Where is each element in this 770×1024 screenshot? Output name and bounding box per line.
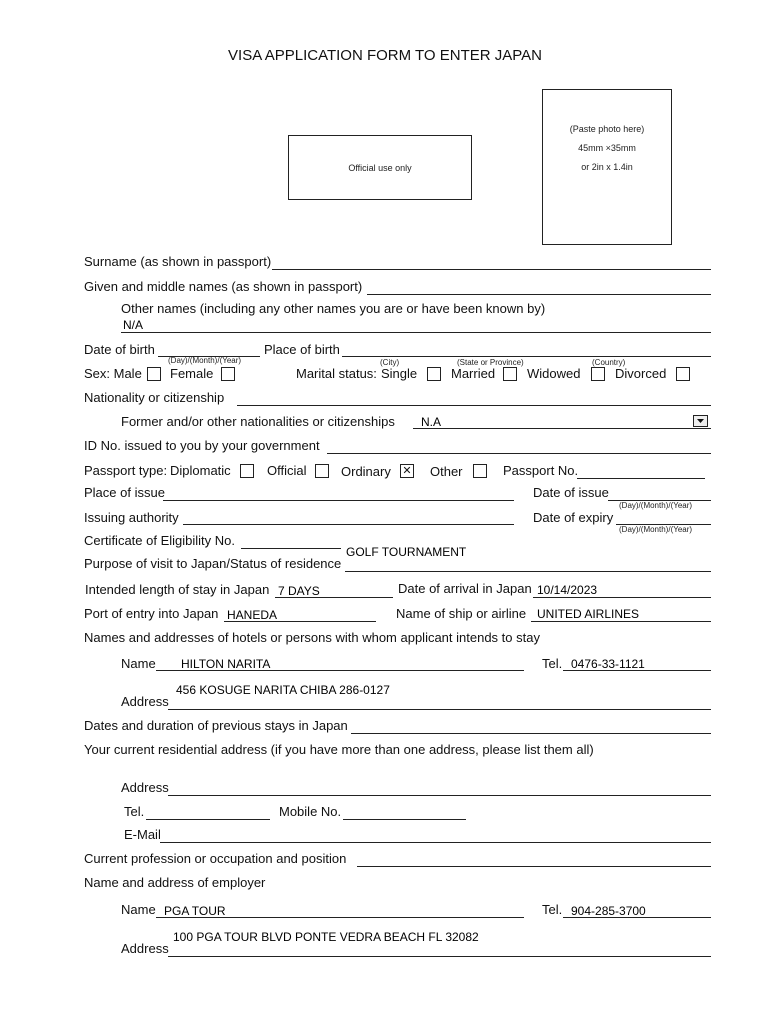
other-names-field[interactable] [121, 332, 711, 333]
dropdown-arrow-icon[interactable] [693, 415, 708, 427]
employer-label: Name and address of employer [84, 875, 266, 890]
marital-widowed-checkbox[interactable] [591, 367, 605, 381]
hotel-name-label: Name [121, 656, 156, 671]
marital-divorced-checkbox[interactable] [676, 367, 690, 381]
form-title: VISA APPLICATION FORM TO ENTER JAPAN [228, 47, 542, 64]
residential-address-label: Your current residential address (if you have more than one address, please list them all) [84, 742, 594, 757]
employer-tel-value: 904-285-3700 [571, 904, 646, 918]
date-of-issue-label: Date of issue [533, 485, 609, 500]
passport-official-label: Official [267, 463, 307, 478]
former-nationalities-select[interactable] [413, 428, 711, 429]
pob-country-hint: (Country) [592, 358, 626, 367]
photo-hint-1: (Paste photo here) [569, 124, 645, 134]
former-nationalities-value: N.A [421, 415, 442, 429]
port-of-entry-field[interactable] [224, 621, 376, 622]
employer-address-value: 100 PGA TOUR BLVD PONTE VEDRA BEACH FL 32082 [173, 930, 479, 944]
photo-hint-2: 45mm ×35mm [578, 143, 636, 153]
pob-field[interactable] [342, 356, 711, 357]
surname-label: Surname (as shown in passport) [84, 254, 272, 269]
marital-widowed-label: Widowed [527, 366, 581, 381]
other-names-value: N/A [123, 318, 144, 332]
arrival-date-value: 10/14/2023 [537, 583, 598, 597]
hotel-tel-field[interactable] [563, 670, 711, 671]
passport-diplomatic-label: Diplomatic [170, 463, 231, 478]
dob-hint: (Day)/(Month)/(Year) [168, 356, 242, 365]
port-of-entry-label: Port of entry into Japan [84, 606, 219, 621]
employer-name-label: Name [121, 902, 156, 917]
ship-airline-value: UNITED AIRLINES [537, 607, 640, 621]
date-of-issue-hint: (Day)/(Month)/(Year) [619, 501, 693, 510]
sex-female-checkbox[interactable] [221, 367, 235, 381]
hotel-tel-value: 0476-33-1121 [571, 657, 645, 671]
passport-number-field[interactable] [577, 478, 705, 479]
marital-married-label: Married [451, 366, 496, 381]
place-of-issue-field[interactable] [163, 500, 514, 501]
arrival-date-field[interactable] [533, 597, 711, 598]
employer-name-field[interactable] [156, 917, 524, 918]
nationality-label: Nationality or citizenship [84, 390, 225, 405]
stay-length-field[interactable] [275, 597, 393, 598]
hotel-name-value: HILTON NARITA [181, 657, 271, 671]
residential-tel-label: Tel. [124, 804, 145, 819]
stay-length-label: Intended length of stay in Japan [85, 582, 270, 597]
passport-ordinary-checkbox[interactable]: ✕ [400, 464, 414, 478]
date-of-expiry-label: Date of expiry [533, 510, 614, 525]
purpose-value: GOLF TOURNAMENT [346, 545, 467, 559]
ship-airline-label: Name of ship or airline [396, 606, 527, 621]
dob-label: Date of birth [84, 342, 155, 357]
previous-stays-field[interactable] [351, 733, 711, 734]
coe-field[interactable] [241, 548, 341, 549]
passport-diplomatic-checkbox[interactable] [240, 464, 254, 478]
passport-ordinary-label: Ordinary [341, 464, 391, 479]
id-number-label: ID No. issued to you by your government [84, 438, 320, 453]
passport-number-label: Passport No. [503, 463, 579, 478]
passport-type-label: Passport type: [84, 463, 168, 478]
employer-tel-field[interactable] [563, 917, 711, 918]
residential-tel-field[interactable] [146, 819, 270, 820]
pob-state-hint: (State or Province) [457, 358, 524, 367]
hotel-name-field[interactable] [156, 670, 524, 671]
other-names-label: Other names (including any other names you are or have been known by) [121, 301, 546, 316]
marital-label: Marital status: [296, 366, 377, 381]
employer-address-label: Address [121, 941, 169, 956]
hotel-address-label: Address [121, 694, 169, 709]
pob-city-hint: (City) [380, 358, 400, 367]
nationality-field[interactable] [237, 405, 711, 406]
sex-label: Sex: Male [84, 366, 142, 381]
purpose-field[interactable] [345, 571, 711, 572]
given-names-label: Given and middle names (as shown in passport) [84, 279, 363, 294]
issuing-authority-label: Issuing authority [84, 510, 179, 525]
employer-tel-label: Tel. [542, 902, 563, 917]
date-of-expiry-hint: (Day)/(Month)/(Year) [619, 525, 693, 534]
marital-divorced-label: Divorced [615, 366, 667, 381]
photo-hint-3: or 2in x 1.4in [581, 162, 633, 172]
photo-box[interactable] [542, 89, 672, 245]
stay-length-value: 7 DAYS [278, 584, 320, 598]
purpose-label: Purpose of visit to Japan/Status of residence [84, 556, 342, 571]
mobile-label: Mobile No. [279, 804, 342, 819]
sex-female-label: Female [170, 366, 214, 381]
residential-address-field[interactable] [168, 795, 711, 796]
hotels-label: Names and addresses of hotels or persons with whom applicant intends to stay [84, 630, 540, 645]
port-of-entry-value: HANEDA [227, 608, 278, 622]
profession-field[interactable] [357, 866, 711, 867]
marital-single-checkbox[interactable] [427, 367, 441, 381]
previous-stays-label: Dates and duration of previous stays in Japan [84, 718, 348, 733]
hotel-tel-label: Tel. [542, 656, 563, 671]
residential-address-sub-label: Address [121, 780, 169, 795]
issuing-authority-field[interactable] [183, 524, 514, 525]
employer-address-field[interactable] [168, 956, 711, 957]
email-field[interactable] [160, 842, 711, 843]
official-use-label: Official use only [348, 163, 412, 173]
hotel-address-field[interactable] [168, 709, 711, 710]
hotel-address-value: 456 KOSUGE NARITA CHIBA 286-0127 [176, 683, 390, 697]
sex-male-checkbox[interactable] [147, 367, 161, 381]
marital-married-checkbox[interactable] [503, 367, 517, 381]
passport-official-checkbox[interactable] [315, 464, 329, 478]
profession-label: Current profession or occupation and position [84, 851, 347, 866]
passport-other-label: Other [430, 464, 463, 479]
pob-label: Place of birth [264, 342, 340, 357]
passport-other-checkbox[interactable] [473, 464, 487, 478]
former-nationalities-label: Former and/or other nationalities or citizenships [121, 414, 395, 429]
employer-name-value: PGA TOUR [164, 904, 226, 918]
mobile-field[interactable] [343, 819, 466, 820]
marital-single-label: Single [381, 366, 418, 381]
ship-airline-field[interactable] [531, 621, 711, 622]
given-names-field[interactable] [367, 294, 711, 295]
id-number-field[interactable] [327, 453, 711, 454]
coe-label: Certificate of Eligibility No. [84, 533, 235, 548]
place-of-issue-label: Place of issue [84, 485, 165, 500]
surname-field[interactable] [272, 269, 711, 270]
arrival-date-label: Date of arrival in Japan [398, 581, 532, 596]
official-use-box [288, 135, 472, 200]
email-label: E-Mail [124, 827, 161, 842]
